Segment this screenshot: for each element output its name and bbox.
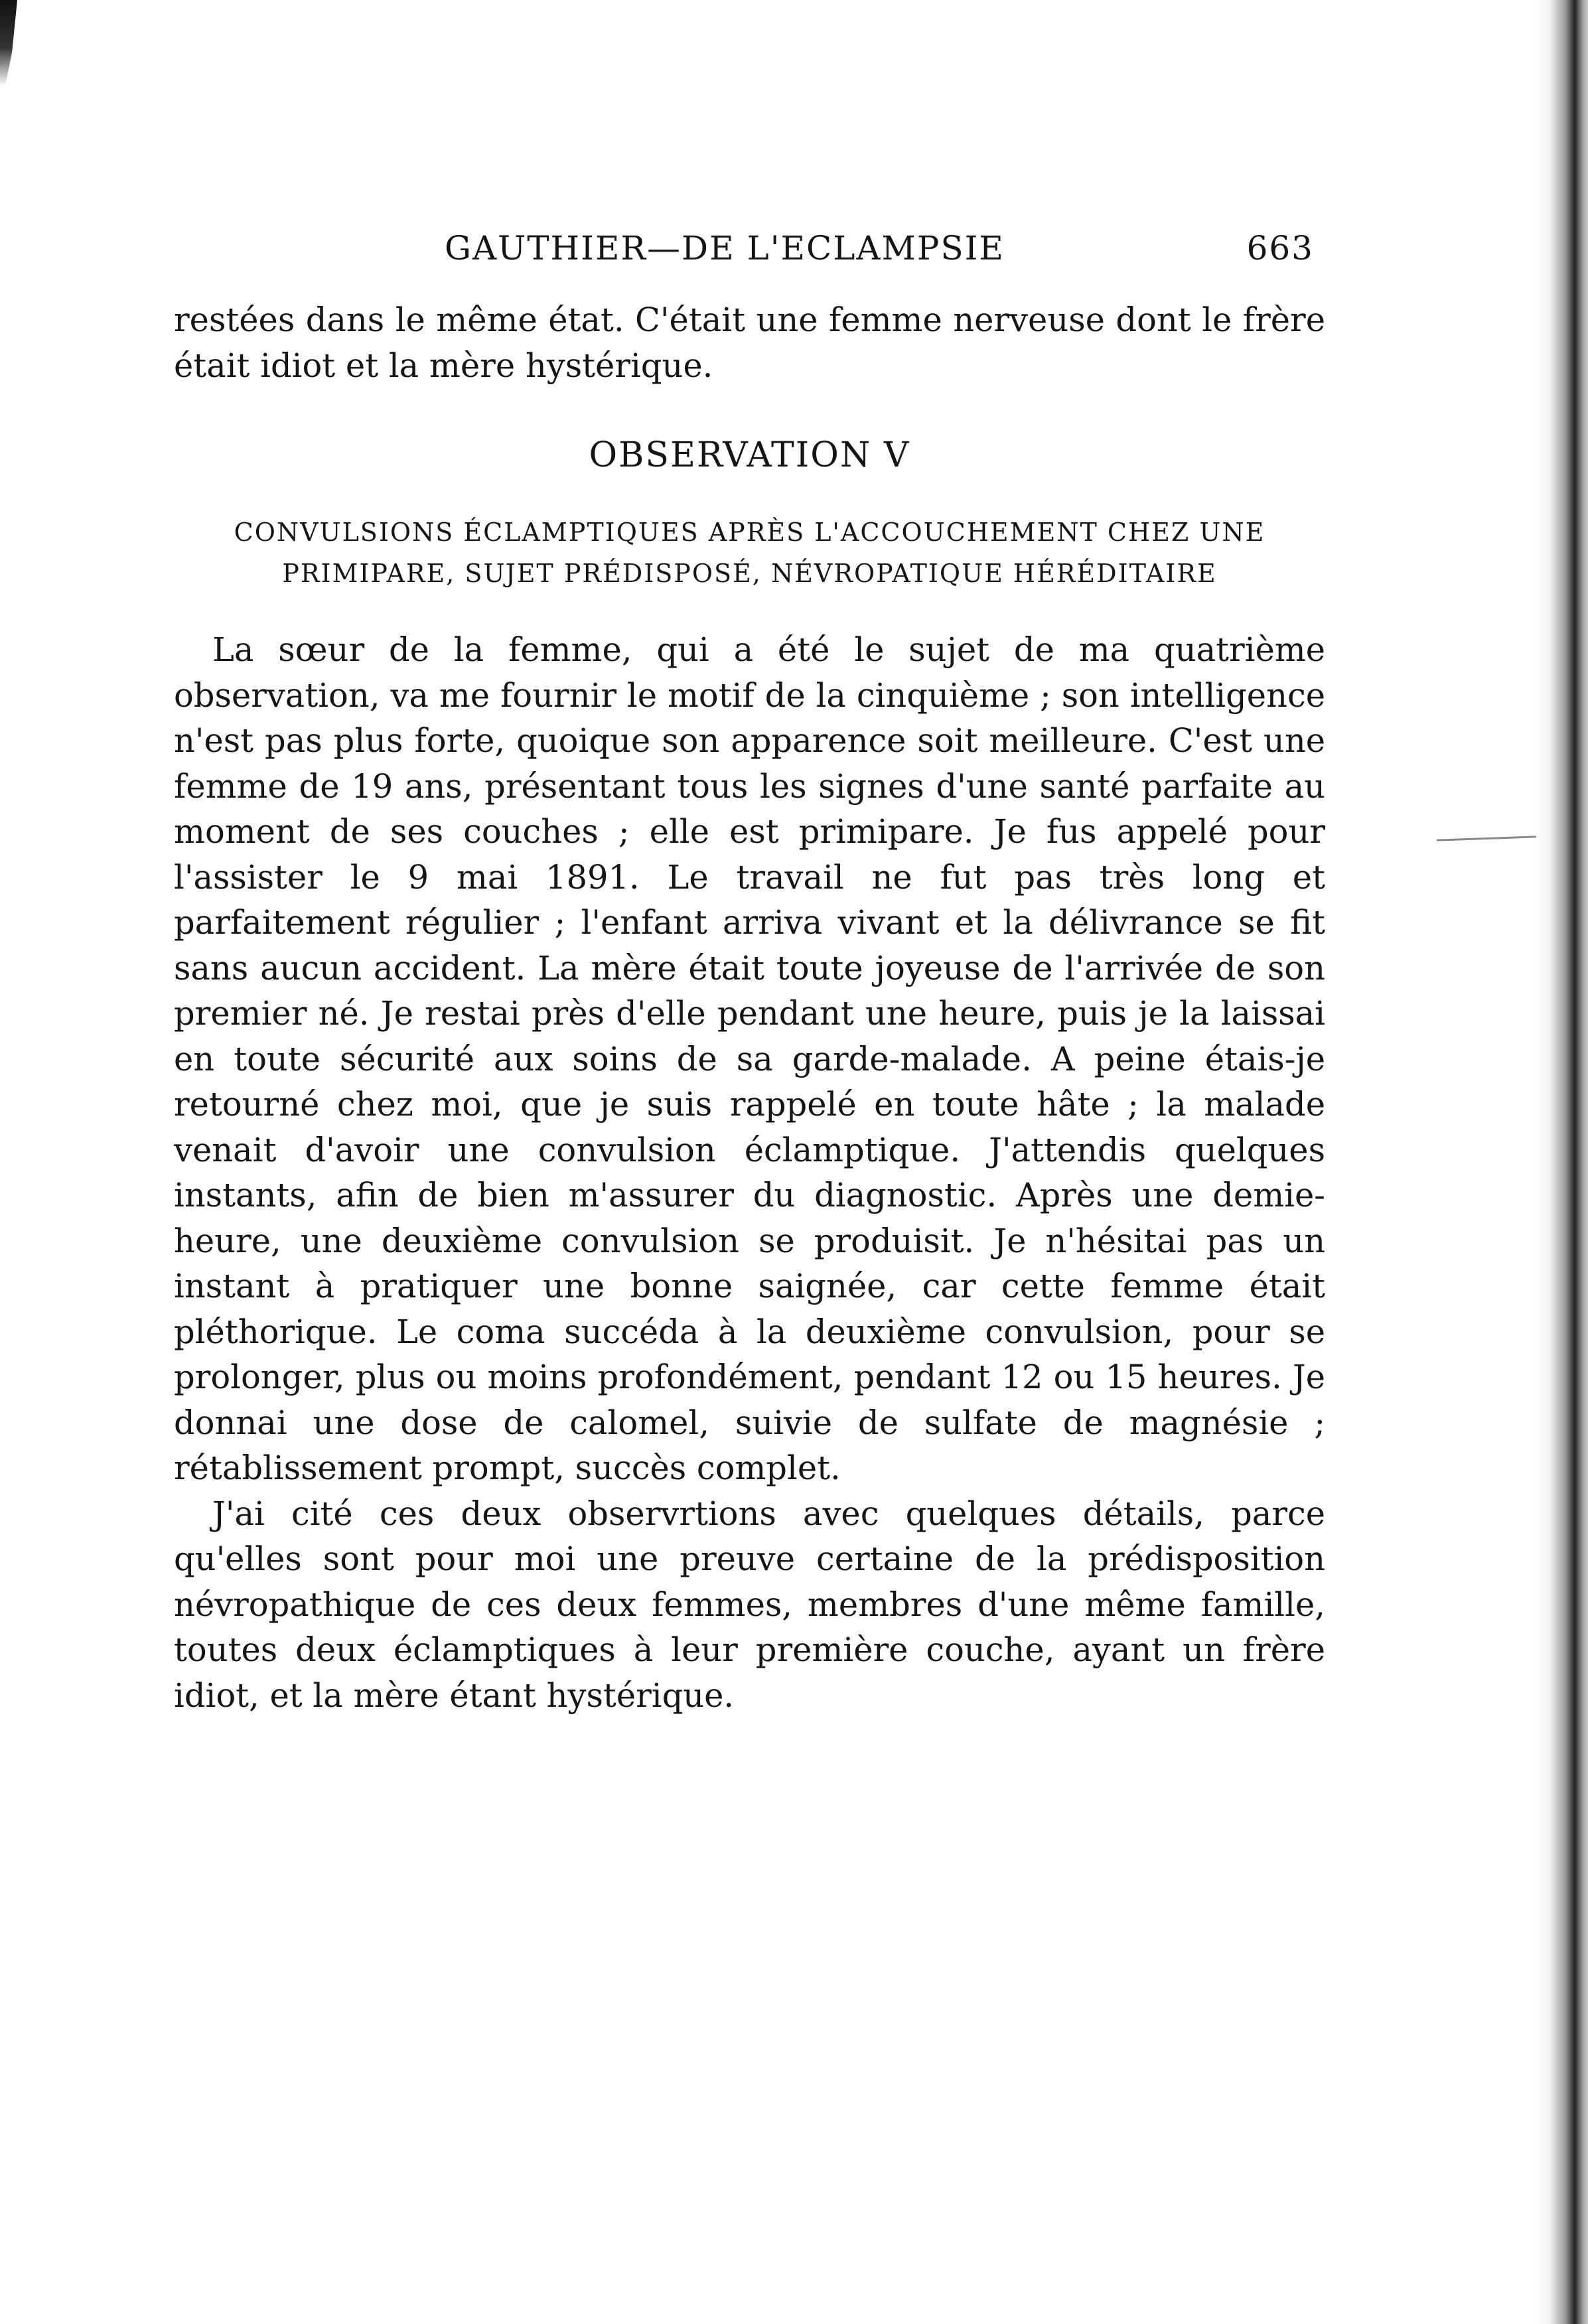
scan-corner-mark xyxy=(0,0,17,86)
running-title: GAUTHIER—DE L'ECLAMPSIE xyxy=(445,229,1005,267)
paragraph-1: La sœur de la femme, qui a été le sujet de ma quatrième observation, va me fournir le motif de la cinquième ; son intelligence n'est pas plus forte, quoique son apparence soit meilleure. C'est une femme de 19 ans, présentant tous les signes d'une santé parfaite au moment de ses couches ; elle est primipare. Je fus appelé pour l'assister le 9 mai 1891. Le travail ne fut pas très long et parfaitement régulier ; l'enfant arriva vivant et la délivrance se fit sans aucun accident. La mère était toute joyeuse de l'arrivée de son premier né. Je restai près d'elle pendant une heure, puis je la laissai en toute sécurité aux soins de sa garde-malade. A peine étais-je retourné chez moi, que je suis rappelé en toute hâte ; la malade venait d'avoir une convulsion éclamptique. J'attendis quelques instants, afin de bien m'assurer du diagnostic. Après une demie-heure, une deuxième convulsion se produisit. Je n'hésitai pas un instant à pratiquer une bonne saignée, car cette femme était pléthorique. Le coma succéda à la deuxième convulsion, pour se prolonger, plus ou moins profondément, pendant 12 ou 15 heures. Je donnai une dose de calomel, suivie de sulfate de magnésie ; rétablissement prompt, succès complet. xyxy=(174,630,1325,1487)
text-block xyxy=(174,297,1325,1718)
scan-binding-edge xyxy=(1536,0,1588,2324)
observation-subtitle: CONVULSIONS ÉCLAMPTIQUES APRÈS L'ACCOUCHEMENT CHEZ UNE PRIMIPARE, SUJET PRÉDISPOSÉ, NÉVROPATIQUE HÉRÉDITAIRE xyxy=(234,518,1265,588)
observation-title: OBSERVATION V xyxy=(589,435,910,475)
paragraph-2: J'ai cité ces deux observrtions avec quelques détails, parce qu'elles sont pour moi une preuve certaine de la prédisposition névropathique de ces deux femmes, membres d'une même famille, toutes deux éclamptiques à leur première couche, ayant un frère idiot, et la mère étant hystérique. xyxy=(174,1494,1325,1715)
intro-paragraph: restées dans le même état. C'était une femme nerveuse dont le frère était idiot et la mère hystérique. xyxy=(174,301,1325,385)
page-number: 663 xyxy=(1246,229,1314,267)
running-head xyxy=(173,229,1314,275)
scan-stray-line xyxy=(1437,835,1536,841)
